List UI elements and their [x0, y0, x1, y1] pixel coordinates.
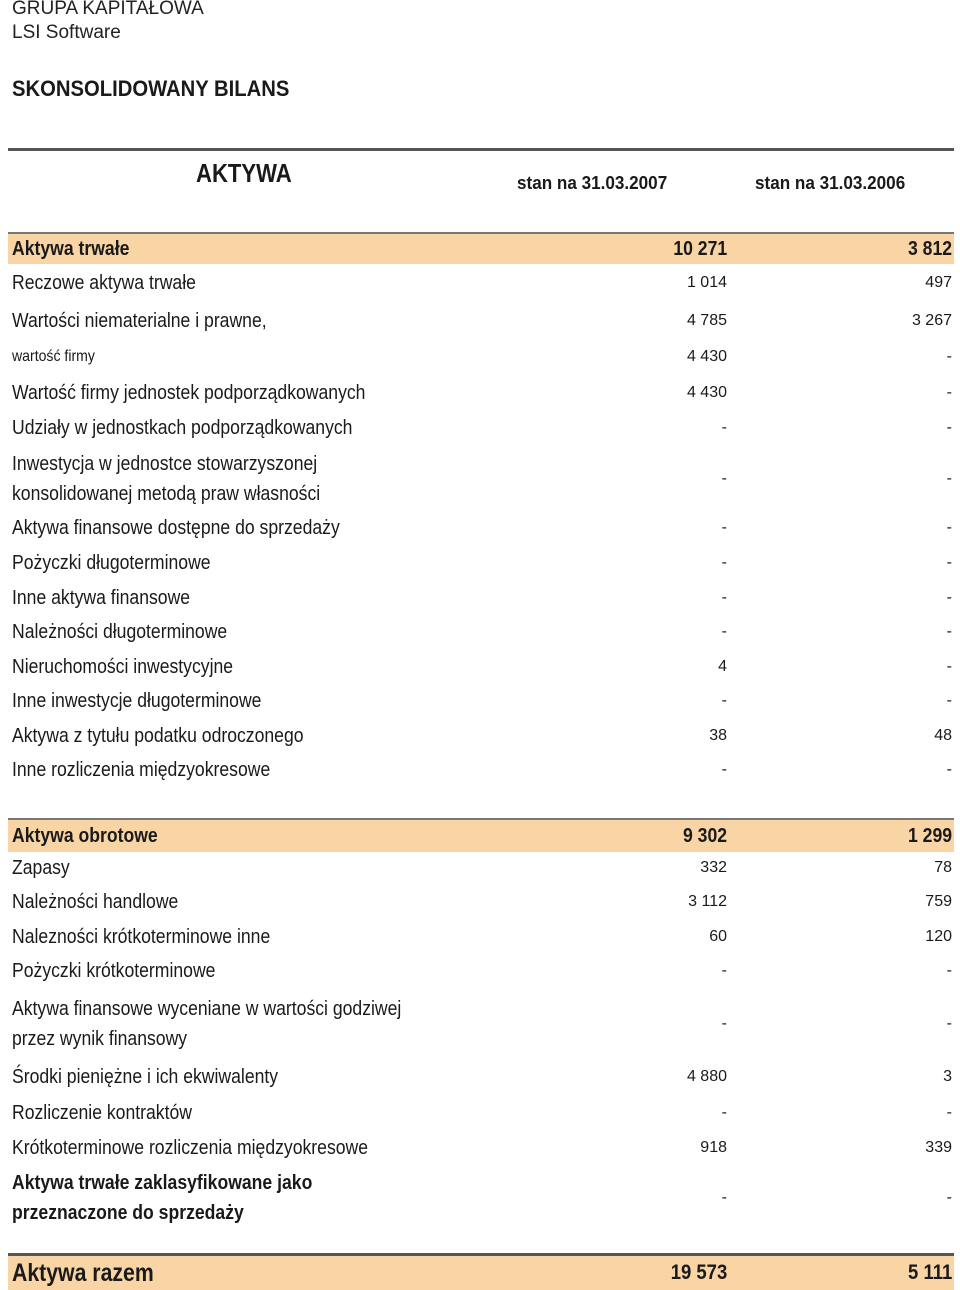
value-2006: - — [946, 470, 952, 487]
value-2006: - — [946, 623, 952, 640]
table-row — [8, 232, 954, 264]
value-2007: - — [721, 692, 727, 709]
total-row — [8, 1253, 954, 1290]
row-label: Aktywa finansowe wyceniane w wartości godziwej — [12, 998, 402, 1020]
column-header-2006: stan na 31.03.2006 — [755, 173, 906, 193]
value-2006: 3 812 — [907, 237, 952, 260]
table-row — [8, 617, 954, 647]
table-row — [8, 686, 954, 716]
value-2006: - — [946, 1104, 952, 1121]
value-2006: 3 — [943, 1068, 952, 1085]
row-label: wartość firmy — [12, 348, 95, 365]
value-2006: - — [946, 419, 952, 436]
table-row — [8, 513, 954, 543]
row-label: Środki pieniężne i ich ekwiwalenty — [12, 1066, 279, 1088]
company-subname: LSI Software — [12, 22, 121, 43]
value-2007: - — [721, 470, 727, 487]
value-2007: 918 — [700, 1139, 727, 1156]
value-2006: 48 — [934, 727, 952, 744]
row-label: Aktywa trwałe zaklasyfikowane jako — [12, 1172, 313, 1194]
row-label: Wartości niematerialne i prawne, — [12, 310, 267, 332]
value-2006: 78 — [934, 859, 952, 876]
value-2007: 4 430 — [686, 384, 727, 401]
row-label-continued: przez wynik finansowy — [12, 1028, 188, 1050]
value-2007: - — [721, 623, 727, 640]
value-2006: 120 — [925, 928, 952, 945]
value-2006: - — [946, 348, 952, 365]
value-2006: - — [946, 692, 952, 709]
value-2007: 1 014 — [686, 274, 727, 291]
value-2007: 332 — [700, 859, 727, 876]
value-2007: 9 302 — [682, 824, 727, 847]
company-name: GRUPA KAPITAŁOWA — [12, 0, 204, 19]
value-2007: 4 880 — [686, 1068, 727, 1085]
value-2007: - — [721, 589, 727, 606]
value-2007: 4 785 — [686, 312, 727, 329]
row-label: Inne inwestycje długoterminowe — [12, 690, 262, 712]
value-2007: 4 — [718, 658, 727, 675]
table-row — [8, 994, 954, 1054]
row-label-continued: konsolidowanej metodą praw własności — [12, 483, 321, 505]
row-label: Pożyczki krótkoterminowe — [12, 960, 216, 982]
table-row — [8, 583, 954, 613]
value-2007: - — [721, 1189, 727, 1206]
row-label: Aktywa trwałe — [12, 238, 130, 260]
value-2007: 60 — [709, 928, 727, 945]
value-2007: 38 — [709, 727, 727, 744]
section-heading: AKTYWA — [196, 158, 292, 188]
table-row — [8, 956, 954, 986]
table-row — [8, 1133, 954, 1163]
table-row — [8, 755, 954, 785]
value-2007: - — [721, 761, 727, 778]
value-2006: - — [946, 519, 952, 536]
value-2006: - — [946, 554, 952, 571]
row-label: Nalezności krótkoterminowe inne — [12, 926, 271, 948]
value-2007: 3 112 — [688, 893, 727, 910]
row-label: Aktywa finansowe dostępne do sprzedaży — [12, 517, 340, 539]
table-row — [8, 342, 954, 372]
row-label: Nieruchomości inwestycyjne — [12, 656, 234, 678]
row-label: Inne rozliczenia międzyokresowe — [12, 759, 271, 781]
value-2006: 759 — [925, 893, 952, 910]
value-2007: - — [721, 962, 727, 979]
table-row — [8, 378, 954, 408]
value-2006: - — [946, 1189, 952, 1206]
row-label: Inwestycja w jednostce stowarzyszonej — [12, 453, 318, 475]
row-label-continued: przeznaczone do sprzedaży — [12, 1202, 244, 1224]
top-rule — [8, 148, 954, 151]
value-2007: - — [721, 419, 727, 436]
total-value-2007: 19 573 — [670, 1261, 727, 1284]
value-2007: - — [721, 1015, 727, 1032]
value-2006: - — [946, 962, 952, 979]
row-label: Należności długoterminowe — [12, 621, 228, 643]
table-row — [8, 1098, 954, 1128]
value-2006: 1 299 — [907, 824, 952, 847]
value-2006: - — [946, 384, 952, 401]
value-2006: 497 — [925, 274, 952, 291]
value-2006: 3 267 — [911, 312, 952, 329]
row-label: Zapasy — [12, 857, 70, 879]
table-row — [8, 1062, 954, 1092]
row-label: Aktywa obrotowe — [12, 825, 158, 847]
row-label: Krótkoterminowe rozliczenia międzyokresowe — [12, 1137, 369, 1159]
row-label: Inne aktywa finansowe — [12, 587, 191, 609]
row-label: Reczowe aktywa trwałe — [12, 272, 196, 294]
table-row — [8, 818, 954, 852]
table-row — [8, 1168, 954, 1228]
table-row — [8, 922, 954, 952]
row-label: Udziały w jednostkach podporządkowanych — [12, 417, 353, 439]
value-2006: - — [946, 1015, 952, 1032]
column-header-2007: stan na 31.03.2007 — [517, 173, 668, 193]
value-2006: - — [946, 658, 952, 675]
table-row — [8, 887, 954, 917]
value-2007: 10 271 — [673, 237, 727, 260]
row-label: Rozliczenie kontraktów — [12, 1102, 192, 1124]
value-2007: - — [721, 554, 727, 571]
table-row — [8, 413, 954, 443]
value-2006: - — [946, 589, 952, 606]
page-title: SKONSOLIDOWANY BILANS — [12, 76, 290, 101]
row-label: Należności handlowe — [12, 891, 179, 913]
table-row — [8, 268, 954, 298]
value-2007: - — [721, 519, 727, 536]
table-row — [8, 449, 954, 509]
table-row — [8, 306, 954, 336]
total-label: Aktywa razem — [12, 1259, 154, 1287]
total-value-2006: 5 111 — [907, 1261, 952, 1284]
table-row — [8, 548, 954, 578]
row-label: Aktywa z tytułu podatku odroczonego — [12, 725, 304, 747]
row-label: Wartość firmy jednostek podporządkowanych — [12, 382, 366, 404]
row-label: Pożyczki długoterminowe — [12, 552, 211, 574]
table-row — [8, 853, 954, 883]
table-row — [8, 721, 954, 751]
table-row — [8, 652, 954, 682]
value-2007: - — [721, 1104, 727, 1121]
value-2007: 4 430 — [686, 348, 727, 365]
value-2006: - — [946, 761, 952, 778]
value-2006: 339 — [925, 1139, 952, 1156]
